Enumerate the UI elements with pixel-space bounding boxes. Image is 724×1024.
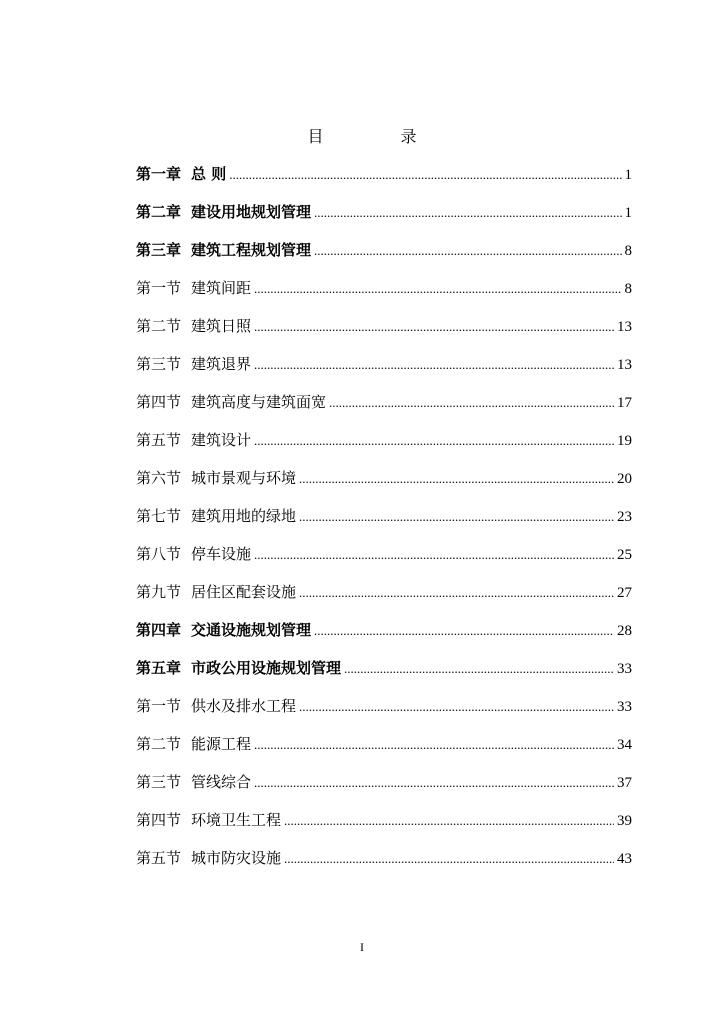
toc-entry-label: 第七节 xyxy=(136,507,182,525)
toc-section-entry[interactable] xyxy=(136,277,632,315)
toc-entry-page-number: 27 xyxy=(617,585,632,601)
toc-entry-label: 第四节 xyxy=(136,811,182,829)
toc-entry-label: 第八节 xyxy=(136,545,182,563)
toc-entry-title: 总 则 xyxy=(191,165,227,183)
toc-heading: 目 录 xyxy=(307,127,453,146)
toc-entry-page-number: 1 xyxy=(624,167,632,183)
toc-chapter-entry[interactable] xyxy=(136,239,632,277)
dot-leader xyxy=(284,810,614,832)
toc-entry-label: 第四节 xyxy=(136,393,182,411)
toc-entry-title: 建筑工程规划管理 xyxy=(191,241,312,259)
dot-leader xyxy=(254,772,614,794)
toc-entry-title: 供水及排水工程 xyxy=(191,697,297,715)
toc-section-entry[interactable] xyxy=(136,353,632,391)
toc-entry-page-number: 8 xyxy=(624,243,632,259)
toc-entry-title: 建筑高度与建筑面宽 xyxy=(191,393,327,411)
toc-entry-label: 第一节 xyxy=(136,697,182,715)
toc-section-entry[interactable] xyxy=(136,505,632,543)
toc-chapter-entry[interactable] xyxy=(136,201,632,239)
dot-leader xyxy=(284,848,614,870)
toc-entry-title: 市政公用设施规划管理 xyxy=(191,659,342,677)
toc-entry-page-number: 39 xyxy=(617,813,632,829)
dot-leader xyxy=(254,316,614,338)
toc-entry-page-number: 1 xyxy=(624,205,632,221)
dot-leader xyxy=(229,164,621,186)
toc-entry-page-number: 43 xyxy=(617,851,632,867)
toc-section-entry[interactable] xyxy=(136,771,632,809)
toc-entry-page-number: 28 xyxy=(617,623,632,639)
toc-entry-label: 第一章 xyxy=(136,165,182,183)
toc-entry-title: 能源工程 xyxy=(191,735,252,753)
toc-chapter-entry[interactable] xyxy=(136,619,632,657)
toc-section-entry[interactable] xyxy=(136,543,632,581)
dot-leader xyxy=(254,430,614,452)
toc-entry-title: 城市防灾设施 xyxy=(191,849,282,867)
toc-entry-page-number: 13 xyxy=(617,357,632,373)
toc-entry-label: 第六节 xyxy=(136,469,182,487)
toc-entry-label: 第一节 xyxy=(136,279,182,297)
toc-section-entry[interactable] xyxy=(136,391,632,429)
dot-leader xyxy=(344,658,614,680)
toc-entry-title: 环境卫生工程 xyxy=(191,811,282,829)
dot-leader xyxy=(254,544,614,566)
toc-section-entry[interactable] xyxy=(136,467,632,505)
toc-entry-page-number: 25 xyxy=(617,547,632,563)
toc-entry-page-number: 13 xyxy=(617,319,632,335)
toc-section-entry[interactable] xyxy=(136,581,632,619)
toc-entry-title: 建筑日照 xyxy=(191,317,252,335)
toc-entry-page-number: 37 xyxy=(617,775,632,791)
toc-entry-page-number: 33 xyxy=(617,699,632,715)
dot-leader xyxy=(299,506,614,528)
toc-entry-label: 第三节 xyxy=(136,355,182,373)
toc-entry-title: 居住区配套设施 xyxy=(191,583,297,601)
toc-entry-title: 建设用地规划管理 xyxy=(191,203,312,221)
table-of-contents xyxy=(136,163,632,885)
toc-entry-title: 建筑退界 xyxy=(191,355,252,373)
toc-section-entry[interactable] xyxy=(136,809,632,847)
toc-entry-title: 建筑设计 xyxy=(191,431,252,449)
toc-entry-title: 交通设施规划管理 xyxy=(191,621,312,639)
toc-entry-label: 第四章 xyxy=(136,621,182,639)
toc-chapter-entry[interactable] xyxy=(136,657,632,695)
toc-entry-label: 第九节 xyxy=(136,583,182,601)
toc-entry-title: 建筑间距 xyxy=(191,279,252,297)
dot-leader xyxy=(314,202,621,224)
toc-section-entry[interactable] xyxy=(136,695,632,733)
dot-leader xyxy=(314,620,614,642)
toc-entry-page-number: 23 xyxy=(617,509,632,525)
dot-leader xyxy=(299,468,614,490)
toc-entry-page-number: 8 xyxy=(624,281,632,297)
toc-entry-label: 第五节 xyxy=(136,849,182,867)
toc-entry-label: 第二节 xyxy=(136,735,182,753)
toc-entry-label: 第五章 xyxy=(136,659,182,677)
toc-entry-label: 第五节 xyxy=(136,431,182,449)
footer-page-number: I xyxy=(360,940,364,954)
toc-entry-label: 第二章 xyxy=(136,203,182,221)
toc-section-entry[interactable] xyxy=(136,847,632,885)
toc-entry-label: 第二节 xyxy=(136,317,182,335)
toc-chapter-entry[interactable] xyxy=(136,163,632,201)
toc-section-entry[interactable] xyxy=(136,733,632,771)
dot-leader xyxy=(254,734,614,756)
toc-entry-page-number: 19 xyxy=(617,433,632,449)
dot-leader xyxy=(314,240,621,262)
toc-section-entry[interactable] xyxy=(136,315,632,353)
toc-section-entry[interactable] xyxy=(136,429,632,467)
toc-entry-title: 建筑用地的绿地 xyxy=(191,507,297,525)
toc-entry-title: 停车设施 xyxy=(191,545,252,563)
toc-entry-title: 城市景观与环境 xyxy=(191,469,297,487)
toc-entry-page-number: 33 xyxy=(617,661,632,677)
toc-entry-label: 第三章 xyxy=(136,241,182,259)
dot-leader xyxy=(254,354,614,376)
toc-entry-page-number: 34 xyxy=(617,737,632,753)
toc-entry-label: 第三节 xyxy=(136,773,182,791)
toc-entry-title: 管线综合 xyxy=(191,773,252,791)
toc-entry-page-number: 17 xyxy=(617,395,632,411)
dot-leader xyxy=(299,696,614,718)
toc-entry-page-number: 20 xyxy=(617,471,632,487)
dot-leader xyxy=(299,582,614,604)
dot-leader xyxy=(254,278,621,300)
dot-leader xyxy=(329,392,614,414)
